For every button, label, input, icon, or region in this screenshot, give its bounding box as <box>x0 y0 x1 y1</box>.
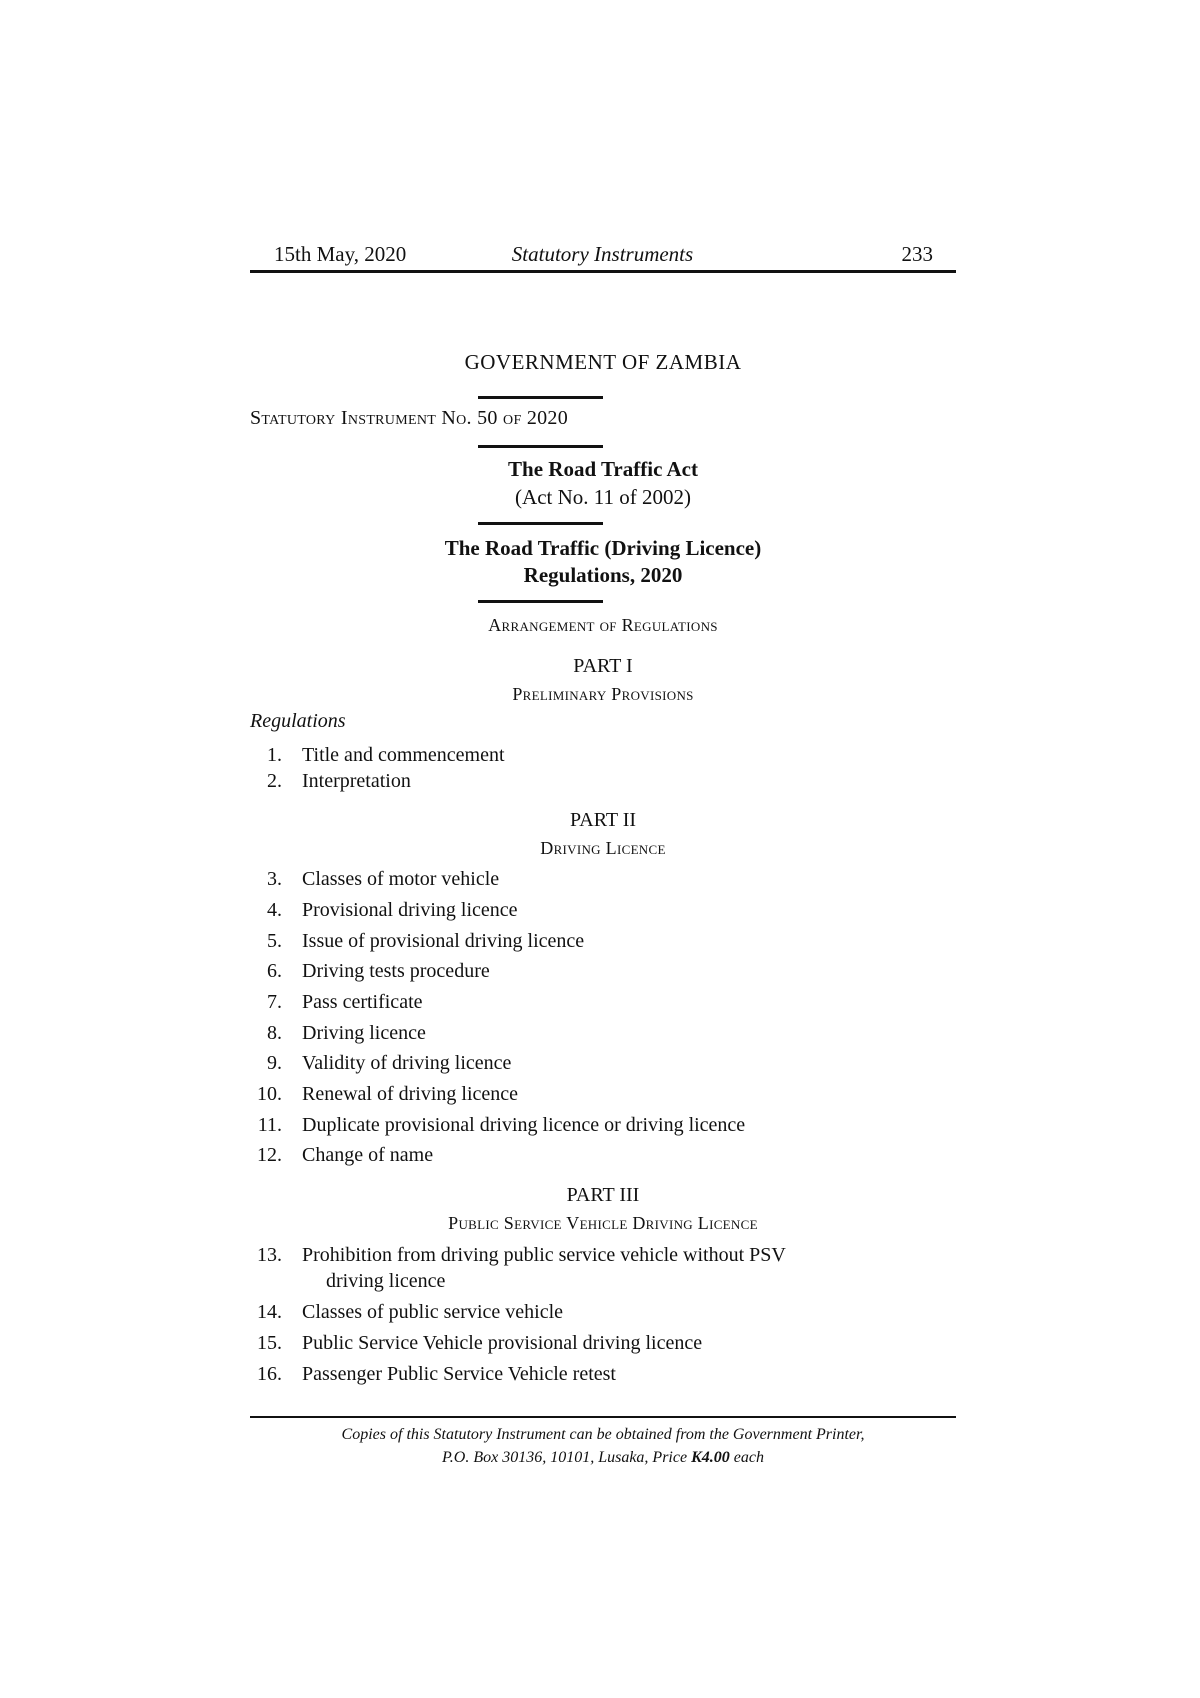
act-number: (Act No. 11 of 2002) <box>515 485 691 509</box>
item-number: 3. <box>267 868 282 890</box>
list-item <box>250 1244 956 1296</box>
regulations-title-line2: Regulations, 2020 <box>523 563 683 587</box>
item-text-continued: driving licence <box>326 1270 446 1292</box>
item-number: 12. <box>257 1144 282 1166</box>
list-item <box>250 1301 956 1327</box>
divider-rule <box>478 600 603 603</box>
item-text: Interpretation <box>302 770 411 792</box>
footer-line2-suffix: each <box>729 1449 764 1466</box>
act-title: The Road Traffic Act <box>508 457 698 481</box>
part-subheading: Preliminary Provisions <box>512 684 694 704</box>
running-header <box>250 242 955 270</box>
list-item <box>250 930 956 956</box>
footer-line2 <box>250 1446 956 1469</box>
item-text: Validity of driving licence <box>302 1052 512 1074</box>
list-item <box>250 1144 956 1170</box>
item-number: 4. <box>267 899 282 921</box>
item-text: Classes of public service vehicle <box>302 1301 564 1323</box>
item-number: 11. <box>257 1114 282 1136</box>
statutory-instrument-number: Statutory Instrument No. 50 of 2020 <box>250 407 569 429</box>
item-number: 6. <box>267 960 282 982</box>
item-number: 2. <box>267 770 282 792</box>
part-subheading: Public Service Vehicle Driving Licence <box>448 1213 758 1233</box>
footer-line1: Copies of this Statutory Instrument can be obtained from the Government Printer, <box>341 1426 865 1443</box>
header-page-number: 233 <box>901 242 933 266</box>
item-text: Driving licence <box>302 1022 426 1044</box>
item-number: 14. <box>257 1301 282 1323</box>
item-number: 9. <box>267 1052 282 1074</box>
divider-rule <box>478 445 603 448</box>
government-heading: GOVERNMENT OF ZAMBIA <box>464 350 742 374</box>
divider-rule <box>478 396 603 399</box>
item-text: Title and commencement <box>302 744 505 766</box>
list-item <box>250 1332 956 1358</box>
list-item <box>250 991 956 1017</box>
regulations-label: Regulations <box>250 710 346 732</box>
item-number: 7. <box>267 991 282 1013</box>
header-title: Statutory Instruments <box>511 242 694 266</box>
item-number: 8. <box>267 1022 282 1044</box>
item-text: Duplicate provisional driving licence or driving licence <box>302 1114 746 1136</box>
list-item <box>250 899 956 925</box>
item-text: Change of name <box>302 1144 434 1166</box>
item-text: Classes of motor vehicle <box>302 868 500 890</box>
regulations-title-line1: The Road Traffic (Driving Licence) <box>444 536 762 560</box>
item-text: Driving tests procedure <box>302 960 490 982</box>
footer-price: K4.00 <box>691 1449 730 1466</box>
list-item <box>250 1022 956 1048</box>
divider-rule <box>478 522 603 525</box>
part-heading: PART III <box>566 1184 640 1206</box>
list-item <box>250 868 956 894</box>
item-text: Prohibition from driving public service vehicle without PSV <box>302 1244 786 1266</box>
list-item <box>250 1363 956 1389</box>
item-text: Passenger Public Service Vehicle retest <box>302 1363 616 1385</box>
footer-line2-prefix: P.O. Box 30136, 10101, Lusaka, Price <box>442 1449 692 1466</box>
footer-rule <box>250 1416 956 1418</box>
list-item <box>250 744 956 770</box>
item-number: 13. <box>257 1244 282 1266</box>
item-text: Provisional driving licence <box>302 899 518 921</box>
item-number: 15. <box>257 1332 282 1354</box>
list-item <box>250 1114 956 1140</box>
list-item <box>250 1083 956 1109</box>
part-heading: PART I <box>573 655 633 677</box>
item-number: 16. <box>257 1363 282 1385</box>
list-item <box>250 770 956 796</box>
item-text: Issue of provisional driving licence <box>302 930 585 952</box>
part-heading: PART II <box>569 809 637 831</box>
header-date: 15th May, 2020 <box>274 242 407 266</box>
item-text: Public Service Vehicle provisional driving licence <box>302 1332 703 1354</box>
item-number: 5. <box>267 930 282 952</box>
footer-note <box>250 1423 956 1469</box>
arrangement-heading: Arrangement of Regulations <box>488 615 718 635</box>
item-number: 1. <box>267 744 282 766</box>
list-item <box>250 1052 956 1078</box>
list-item <box>250 960 956 986</box>
item-number: 10. <box>257 1083 282 1105</box>
header-rule <box>250 270 956 273</box>
item-text: Pass certificate <box>302 991 423 1013</box>
part-subheading: Driving Licence <box>540 838 666 858</box>
item-text: Renewal of driving licence <box>302 1083 519 1105</box>
